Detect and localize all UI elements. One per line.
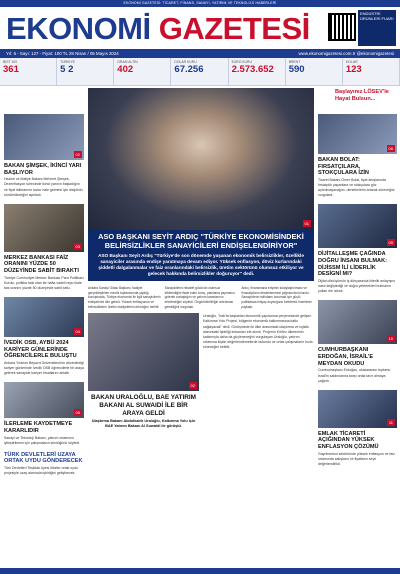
losev-ad-text: Başlayınız LÖSEV'le Hayat Bulsun... [335, 89, 389, 102]
ticker-value: 402 [117, 64, 134, 75]
page-number-badge: 04 [75, 328, 80, 334]
news-photo [4, 297, 84, 337]
news-headline[interactable]: CUMHURBAŞKANI ERDOĞAN, İSRAİL'E MEYDAN OKUDU [318, 347, 374, 367]
ticker-label: GRAM ALTIN [117, 60, 138, 64]
news-headline[interactable]: İVEDİK OSB, AYBÜ 2024 KARİYER GÜNLERİNDE ÖĞRENCİLERLE BULUŞTU [4, 339, 77, 360]
news-summary: Gayrimenkul sektöründe yüksek enflasyon ve faiz ortamında satışların ve fiyatların seyri değerlendirildi. [318, 451, 395, 466]
newspaper-logo[interactable] [6, 10, 310, 46]
logo-part-ekonomi: EKONOMİ [6, 10, 159, 46]
news-photo [318, 204, 397, 248]
news-summary: Sanayi ve Teknoloji Bakanı, yatırım ortamının iyileştirilmesi için çalışmaların sürdüğünü söyledi. [4, 435, 81, 445]
hero-body-col-3: Ardıç, finansmana erişimin kolaylaştırılması ve ihracatçıların desteklenmesi çağrısında bulundu. Sanayicilerin istihdamı korumak için güçlü politikalara ihtiyaç duyduğunu belirterek önerilerini paylaştı. [241, 286, 312, 309]
ticker-label: EURO KURU [231, 60, 252, 64]
news-item[interactable] [318, 204, 397, 294]
news-headline[interactable]: EMLAK TİCARETİ AÇIĞINDAN YÜKSEK ENFLASYON ÇÖZÜMÜ [318, 430, 379, 451]
ticker-item [114, 58, 171, 85]
news-headline[interactable]: DİJİTALLEŞME ÇAĞINDA DOĞRU İNSANI BULMAK: DİJİSSM İLİ LİDERLİK DESİGNİ MI? [318, 251, 387, 278]
ticker-item [57, 58, 114, 85]
news-headline[interactable]: BAKAN BOLAT: FIRSATÇILARA, STOKÇULARA İZİN [318, 157, 369, 177]
news-item[interactable] [318, 300, 397, 383]
news-item[interactable] [4, 204, 84, 291]
ticker-item [171, 58, 228, 85]
ticker-item [0, 58, 57, 85]
footer-bar [0, 568, 400, 574]
news-headline[interactable]: TÜRK DEVLETLERİ UZAYA ORTAK UYDU GÖNDERECEK [4, 451, 83, 465]
second-story [88, 313, 314, 429]
news-photo [4, 204, 84, 252]
second-story-visual[interactable] [88, 313, 199, 429]
ticker-label: BRENT [288, 60, 301, 64]
second-story-photo [88, 313, 199, 391]
news-photo [318, 390, 397, 428]
page-number-badge: 11 [388, 419, 393, 425]
second-story-headline[interactable]: BAKAN URALOĞLU, BAE YATIRIM BAKANI AL SUWAIDİ İLE BİR ARAYA GELDİ [91, 394, 196, 417]
top-banner: EKONOMİ GAZETESİ: TİCARET, FİNANS, SANAYİ, YATIRIM VE TEKNOLOJİ HABERLERİ [0, 0, 400, 7]
ticker-value: 5 2 [60, 64, 74, 75]
page-number-badge: 09 [388, 240, 393, 246]
ticker-value: 2.573.652 [231, 64, 274, 75]
hero-headline[interactable]: ASO BAŞKANI SEYİT ARDIÇ "TÜRKİYE EKONOMİSİNDEKİ BELİRSİZLİKLER SANAYİCİLERİ ENDİŞELENDİRİYOR" [98, 232, 304, 250]
page-number-badge: 03 [75, 243, 80, 249]
page-number-badge: 08 [388, 146, 393, 151]
issue-details: Yıl: 6 - Sayı: 127 - Fiyat: 100 TL 29 Nisan / 05 Mayıs 2024 [6, 51, 119, 56]
news-item[interactable] [4, 114, 84, 198]
second-story-text [203, 313, 314, 429]
hero-body-col-2: Sanayicilerin rekabet gücünün olumsuz etkilendiğini ifade eden Ardıç, planlama yapmanın giderek zorlaştığını ve yatırım kararlarının ertelendiğini söyledi. Öngörülebilirliğin artırılması gerektiğini vurguladı. [164, 286, 235, 309]
ticker-value: 123 [345, 64, 362, 75]
news-summary: Hazine ve Maliye Bakanı Mehmet Şimşek, Dezenflasyon sürecinde ikinci yarının başladığını ve fiyat istikrarının kalıcı hale gelmesi için disiplinin sürdürüleceğini açıkladı. [4, 177, 83, 197]
ticker-item [343, 58, 400, 85]
page-number-badge: 10 [388, 336, 393, 342]
issue-info-bar [0, 49, 400, 58]
news-summary: Ticaret Bakanı Ömer Bolat, fiyat artışlarında fırsatçılık yapanlara ve stokçulara göz açtırılmayacağını, denetimlerin artarak süreceğini vurguladı. [318, 178, 395, 198]
news-headline[interactable]: BAKAN ŞİMŞEK, İKİNCİ YARI BAŞLIYOR [4, 163, 82, 176]
news-item[interactable] [4, 297, 84, 376]
ticker-label: TÜRKİYE [60, 60, 75, 64]
second-story-subheadline: Ulaştırma Bakanı Abdulkadir Uraloğlu, Kalkınma Yolu için BAE Yatırım Bakanı Al Suwaidi ile görüştü. [91, 419, 196, 429]
corner-ad[interactable] [358, 10, 396, 46]
page-number-badge: 02 [190, 383, 195, 389]
hero-subheadline: ASO Başkanı Seyit Ardıç "Türkiye'de son dönemde yaşanan ekonomik belirsizlikler, özellikle sanayiciler arasında endişe yaratmaya devam ediyor. Yüksek enflasyon, döviz kurlarındaki şiddetli dalgalanmalar ve faiz oranlarındaki belirsizlik, üretim sektörünü olumsuz etkiliyor ve gelecek hakkında belirsizlikler doğuruyor" dedi. [98, 252, 304, 277]
corner-ad-text: ENDÜSTRİ ÜRÜNLERİ FUARI [360, 11, 394, 21]
second-story-body: Uraloğlu, "Irak'ta başlatılan ekonomik yapılanma çerçevesinde gelişen Kalkınma Yolu Projesi, bölgenin ekonomik kalkınmasına katkı sağlayacak" dedi. Görüşmede iki ülke arasındaki ulaştırma ve lojistik alanındaki işbirliği imkanları ele alındı. Projenin Körfez ülkelerinin katılımıyla daha da güçleneceğini vurgulayan Uraloğlu, yatırım ortamına ilişkin değerlendirmelerde bulundu ve ortak çalışmaların hızla süreceğini belirtti. [203, 314, 313, 349]
ticker-value: 361 [3, 64, 19, 75]
right-column [318, 114, 397, 473]
news-headline[interactable]: MERKEZ BANKASI FAİZ ORANINI YÜZDE 50 DÜZEYİNDE SABİT BIRAKTI [4, 254, 79, 275]
ticker-value: 590 [288, 64, 305, 75]
market-ticker [0, 58, 400, 86]
page-number-badge: 02 [75, 152, 80, 157]
hero-headline-box [88, 229, 314, 281]
news-item[interactable] [318, 114, 397, 198]
logo-part-gazetesi: GAZETESİ [158, 10, 310, 46]
ticker-label: DOLAR KURU [174, 60, 197, 64]
news-photo [4, 382, 84, 418]
news-photo [4, 114, 84, 160]
news-photo [318, 300, 397, 344]
news-photo [318, 114, 397, 154]
ticker-item [229, 58, 286, 85]
ticker-item [286, 58, 343, 85]
masthead [0, 7, 400, 49]
ticker-label: DOLAR [345, 60, 358, 64]
news-summary: Dijital dönüşümün iş dünyasında liderlik anlayışını nasıl değiştirdiği ve doğru yetenekleri bulmanın yolları ele alındı. [318, 279, 396, 294]
hero-photo[interactable] [88, 88, 314, 230]
issue-web-links: www.ekonomigazetesi.com.tr @ekonomigazetesi [298, 51, 394, 56]
left-column [4, 114, 84, 482]
qr-code-icon [328, 13, 356, 41]
news-item[interactable] [318, 390, 397, 467]
news-headline[interactable]: İLERLEME KAYDETMEYE KARARLIDIR [4, 421, 73, 434]
news-item[interactable] [4, 452, 84, 477]
hero-body-col-1: Ankara Sanayi Odası Başkanı, faaliyet gerçekleştirilen meclis toplantısında yaptığı konuşmada, Türkiye ekonomisi ile ilgili sanayicilerin endişelerini dile getirdi. Yüksek enflasyonun ve belirsizliklerin üretim maliyetlerini artırdığını belirtti. [88, 286, 161, 309]
losev-ad[interactable] [332, 86, 400, 112]
news-item[interactable] [4, 382, 84, 446]
news-summary: Türk Devletleri Teşkilatı üyesi ülkeler ortak uydu projesiyle uzay alanında işbirliğini geliştirecek. [4, 466, 78, 476]
news-summary: Ankara Yıldırım Beyazıt Üniversitesi'nin düzenlediği kariyer günlerinde İvedik OSB öğrencilerle bir araya gelerek sanayide kariyer fırsatlarını anlattı. [4, 361, 84, 376]
page-number-badge: 05 [75, 410, 80, 416]
hero-body [88, 285, 314, 309]
ticker-label: BIST 100 [3, 60, 18, 64]
center-column [88, 88, 314, 429]
news-summary: Cumhurbaşkanı Erdoğan, uluslararası toplumu İsrail'in saldırılarına karşı ortak tavır almaya çağırdı. [318, 368, 391, 383]
ticker-value: 67.256 [174, 64, 204, 75]
news-summary: Türkiye Cumhuriyet Merkez Bankası Para Politikası Kurulu, politika faizi olan bir hafta vadeli repo ihale faiz oranını yüzde 50 düzeyinde sabit tuttu. [4, 275, 84, 290]
page-number-badge: 01 [304, 221, 309, 226]
